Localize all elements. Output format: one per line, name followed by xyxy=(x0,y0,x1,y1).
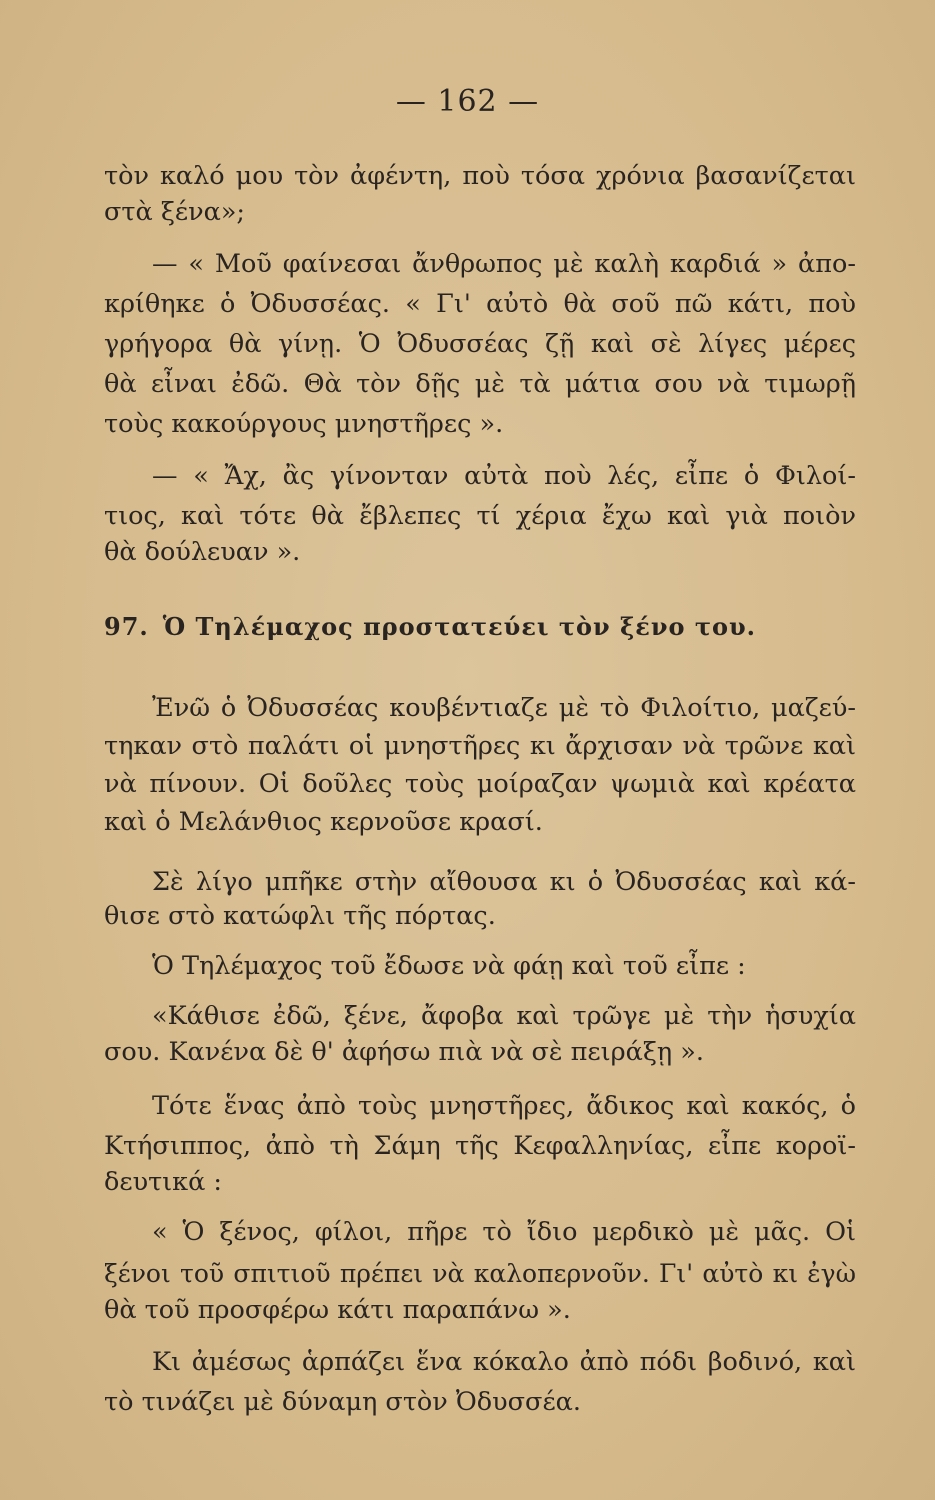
text-line: Ὁ Τηλέμαχος τοῦ ἔδωσε νὰ φάῃ καὶ τοῦ εἶπε : xyxy=(152,951,746,981)
text-line: Κτήσιππος, ἀπὸ τὴ Σάμη τῆς Κεφαλληνίας, εἶπε κοροϊ- xyxy=(104,1131,856,1161)
text-line: δευτικά : xyxy=(104,1167,223,1197)
text-line: τηκαν στὸ παλάτι οἱ μνηστῆρες κι ἄρχισαν νὰ τρῶνε καὶ xyxy=(104,731,856,761)
section-heading xyxy=(104,612,856,641)
text-line: Σὲ λίγο μπῆκε στὴν αἴθουσα κι ὁ Ὀδυσσέας καὶ κά- xyxy=(152,867,856,897)
text-line: τὸ τινάζει μὲ δύναμη στὸν Ὀδυσσέα. xyxy=(104,1387,582,1417)
section-title: Ὁ Τηλέμαχος προστατεύει τὸν ξένο του. xyxy=(162,612,757,641)
text-line: ξένοι τοῦ σπιτιοῦ πρέπει νὰ καλοπερνοῦν. Γι' αὐτὸ κι ἐγὼ xyxy=(104,1259,856,1288)
text-line: «Κάθισε ἐδῶ, ξένε, ἄφοβα καὶ τρῶγε μὲ τὴν ἡσυχία xyxy=(152,1001,856,1031)
text-line: καὶ ὁ Μελάνθιος κερνοῦσε κρασί. xyxy=(104,807,543,837)
text-line: Κι ἀμέσως ἁρπάζει ἕνα κόκαλο ἀπὸ πόδι βοδινό, καὶ xyxy=(152,1347,856,1377)
text-line: τιος, καὶ τότε θὰ ἔβλεπες τί χέρια ἔχω καὶ γιὰ ποιὸν xyxy=(104,501,856,531)
section-number: 97. xyxy=(104,612,149,641)
text-line: τὸν καλό μου τὸν ἀφέντη, ποὺ τόσα χρόνια βασανίζεται xyxy=(104,161,856,191)
text-line: « Ὁ ξένος, φίλοι, πῆρε τὸ ἴδιο μερδικὸ μὲ μᾶς. Οἱ xyxy=(152,1217,856,1247)
text-line: Ἐνῶ ὁ Ὀδυσσέας κουβέντιαζε μὲ τὸ Φιλοίτιο, μαζεύ- xyxy=(152,693,856,723)
text-line: θισε στὸ κατώφλι τῆς πόρτας. xyxy=(104,901,496,931)
text-line: νὰ πίνουν. Οἱ δοῦλες τοὺς μοίραζαν ψωμιὰ καὶ κρέατα xyxy=(104,769,856,799)
text-line: — « Ἄχ, ἂς γίνονταν αὐτὰ ποὺ λές, εἶπε ὁ Φιλοί- xyxy=(152,461,856,491)
text-line: γρήγορα θὰ γίνῃ. Ὁ Ὀδυσσέας ζῇ καὶ σὲ λίγες μέρες xyxy=(104,329,856,359)
text-line: θὰ τοῦ προσφέρω κάτι παραπάνω ». xyxy=(104,1295,571,1325)
text-line: τοὺς κακούργους μνηστῆρες ». xyxy=(104,409,504,439)
text-line: θὰ εἶναι ἐδῶ. Θὰ τὸν δῇς μὲ τὰ μάτια σου νὰ τιμωρῇ xyxy=(104,369,856,399)
page-number: — 162 — xyxy=(395,84,540,119)
text-line: σου. Κανένα δὲ θ' ἀφήσω πιὰ νὰ σὲ πειράξῃ ». xyxy=(104,1037,704,1067)
text-line: θὰ δούλευαν ». xyxy=(104,537,301,567)
text-line: κρίθηκε ὁ Ὀδυσσέας. « Γι' αὐτὸ θὰ σοῦ πῶ κάτι, ποὺ xyxy=(104,289,856,319)
text-line: — « Μοῦ φαίνεσαι ἄνθρωπος μὲ καλὴ καρδιά » ἀπο- xyxy=(152,249,856,279)
text-line: στὰ ξένα»; xyxy=(104,197,246,227)
text-line: Τότε ἕνας ἀπὸ τοὺς μνηστῆρες, ἄδικος καὶ κακός, ὁ xyxy=(152,1091,856,1121)
